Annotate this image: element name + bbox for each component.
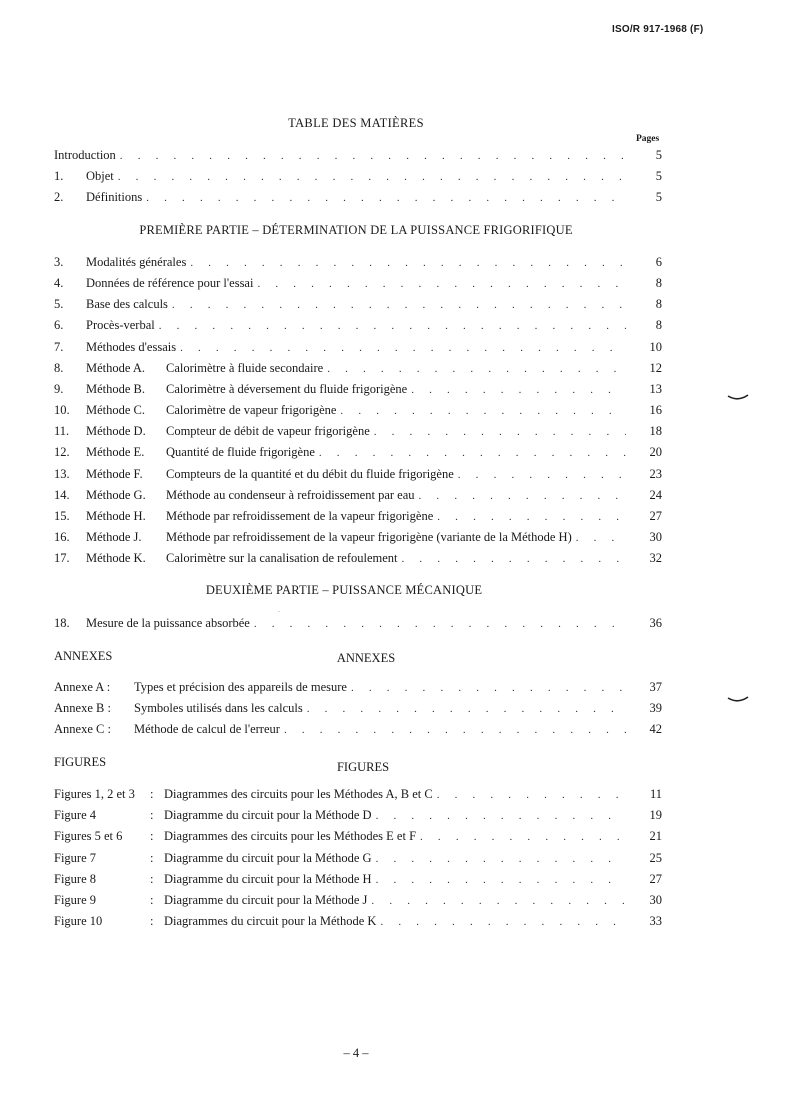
method-label: Méthode K. — [86, 551, 146, 565]
toc-label: Quantité de fluide frigorigène — [166, 445, 315, 459]
toc-label: Mesure de la puissance absorbée — [86, 616, 250, 630]
toc-page: 11 — [649, 787, 662, 801]
toc-page: 42 — [649, 722, 662, 736]
toc-number: 3. — [54, 255, 64, 269]
toc-number: 18. — [54, 616, 70, 630]
toc-entry — [54, 722, 662, 738]
figure-colon: : — [150, 872, 154, 886]
leader-dots — [351, 682, 626, 694]
method-label: Méthode H. — [86, 509, 146, 523]
toc-number: 6. — [54, 318, 64, 332]
leader-dots — [376, 853, 626, 865]
leader-dots — [180, 342, 626, 354]
toc-label: Calorimètre à déversement du fluide frigorigène — [166, 382, 408, 396]
toc-label: Objet — [86, 169, 114, 183]
toc-page: 6 — [655, 255, 662, 269]
leader-dots — [118, 171, 626, 183]
figure-colon: : — [150, 808, 154, 822]
toc-number: 4. — [54, 276, 64, 290]
toc-label: Calorimètre de vapeur frigorigène — [166, 403, 337, 417]
toc-entry — [54, 701, 662, 717]
toc-number: 15. — [54, 509, 70, 523]
toc-page: 33 — [649, 914, 662, 928]
leader-dots — [376, 874, 626, 886]
toc-entry — [54, 488, 662, 504]
leader-dots — [146, 192, 626, 204]
toc-entry — [54, 276, 662, 292]
toc-label: Diagrammes du circuit pour la Méthode K — [164, 914, 377, 928]
figures-heading-center: FIGURES — [336, 760, 390, 774]
method-label: Méthode D. — [86, 424, 146, 438]
toc-label: Méthode de calcul de l'erreur — [134, 722, 280, 736]
toc-label: Diagramme du circuit pour la Méthode H — [164, 872, 372, 886]
method-label: Méthode J. — [86, 530, 142, 544]
leader-dots — [340, 405, 626, 417]
toc-number: 12. — [54, 445, 70, 459]
margin-mark — [726, 390, 752, 404]
toc-number: 10. — [54, 403, 70, 417]
toc-entry — [54, 318, 662, 334]
toc-label: Méthode par refroidissement de la vapeur frigorigène (variante de la Méthode H) — [166, 530, 572, 544]
toc-entry — [54, 148, 662, 164]
toc-entry — [54, 361, 662, 377]
leader-dots — [419, 490, 626, 502]
toc-entry — [54, 829, 662, 845]
annexes-heading-center: ANNEXES — [336, 651, 396, 665]
leader-dots — [402, 553, 626, 565]
leader-dots — [307, 703, 626, 715]
toc-page: 8 — [655, 297, 662, 311]
toc-entry — [54, 787, 662, 803]
toc-number: 14. — [54, 488, 70, 502]
figure-ref: Figure 8 — [54, 872, 97, 886]
toc-entry — [54, 169, 662, 185]
leader-dots — [159, 320, 626, 332]
toc-page: 16 — [649, 403, 662, 417]
toc-label: Compteurs de la quantité et du débit du fluide frigorigène — [166, 467, 454, 481]
toc-number: 16. — [54, 530, 70, 544]
toc-page: 5 — [655, 169, 662, 183]
figure-colon: : — [150, 787, 154, 801]
figure-colon: : — [150, 914, 154, 928]
toc-page: 8 — [655, 276, 662, 290]
toc-page: 30 — [649, 530, 662, 544]
leader-dots — [319, 447, 626, 459]
annexes-heading-left: ANNEXES — [54, 649, 113, 663]
toc-page: 39 — [649, 701, 662, 715]
leader-dots — [437, 789, 626, 801]
toc-label: Diagramme du circuit pour la Méthode J — [164, 893, 368, 907]
leader-dots — [120, 150, 626, 162]
toc-page: 12 — [649, 361, 662, 375]
toc-number: 5. — [54, 297, 64, 311]
toc-page: 32 — [649, 551, 662, 565]
figure-ref: Figure 7 — [54, 851, 97, 865]
faint-mark: . — [278, 605, 280, 614]
toc-label: Compteur de débit de vapeur frigorigène — [166, 424, 370, 438]
figure-ref: Figures 1, 2 et 3 — [54, 787, 135, 801]
method-label: Méthode G. — [86, 488, 146, 502]
leader-dots — [420, 831, 626, 843]
method-label: Méthode E. — [86, 445, 145, 459]
pages-column-header: Pages — [636, 134, 660, 144]
toc-page: 23 — [649, 467, 662, 481]
toc-entry — [54, 297, 662, 313]
toc-number: 17. — [54, 551, 70, 565]
toc-entry — [54, 445, 662, 461]
leader-dots — [380, 916, 626, 928]
toc-label: Symboles utilisés dans les calculs — [134, 701, 303, 715]
toc-entry — [54, 424, 662, 440]
toc-number: 8. — [54, 361, 64, 375]
toc-label: Procès-verbal — [86, 318, 155, 332]
method-label: Méthode B. — [86, 382, 146, 396]
toc-label: Définitions — [86, 190, 143, 204]
toc-label: Modalités générales — [86, 255, 187, 269]
document-reference: ISO/R 917-1968 (F) — [612, 24, 704, 35]
leader-dots — [374, 426, 626, 438]
toc-entry — [54, 808, 662, 824]
toc-label: Types et précision des appareils de mesure — [134, 680, 347, 694]
margin-mark — [726, 692, 752, 706]
toc-entry — [54, 340, 662, 356]
toc-entry — [54, 530, 662, 546]
toc-label: Diagramme du circuit pour la Méthode G — [164, 851, 372, 865]
part1-heading: PREMIÈRE PARTIE – DÉTERMINATION DE LA PUISSANCE FRIGORIFIQUE — [139, 223, 573, 237]
toc-number: 2. — [54, 190, 64, 204]
leader-dots — [376, 810, 626, 822]
leader-dots — [254, 618, 626, 630]
page-number: – 4 – — [343, 1046, 369, 1060]
toc-page: 20 — [649, 445, 662, 459]
toc-entry — [54, 872, 662, 888]
leader-dots — [458, 469, 626, 481]
leader-dots — [371, 895, 626, 907]
toc-page: 36 — [649, 616, 662, 630]
toc-entry — [54, 382, 662, 398]
toc-page: 21 — [649, 829, 662, 843]
toc-entry — [54, 914, 662, 930]
leader-dots — [257, 278, 626, 290]
toc-number: 11. — [54, 424, 70, 438]
leader-dots — [190, 257, 626, 269]
leader-dots — [411, 384, 626, 396]
toc-label: Méthodes d'essais — [86, 340, 177, 354]
toc-label: Diagrammes des circuits pour les Méthodes A, B et C — [164, 787, 433, 801]
method-label: Méthode A. — [86, 361, 146, 375]
toc-page: 18 — [649, 424, 662, 438]
page-title: TABLE DES MATIÈRES — [288, 116, 424, 130]
toc-number: 7. — [54, 340, 64, 354]
leader-dots — [172, 299, 626, 311]
leader-dots — [284, 724, 626, 736]
figure-ref: Figure 4 — [54, 808, 97, 822]
toc-entry — [54, 190, 662, 206]
toc-entry — [54, 551, 662, 567]
figure-colon: : — [150, 829, 154, 843]
annex-ref: Annexe A : — [54, 680, 111, 694]
toc-entry — [54, 851, 662, 867]
toc-number: 1. — [54, 169, 64, 183]
toc-entry — [54, 403, 662, 419]
toc-page: 27 — [649, 872, 662, 886]
figure-ref: Figure 9 — [54, 893, 97, 907]
toc-entry — [54, 467, 662, 483]
toc-page: 25 — [649, 851, 662, 865]
toc-page: 27 — [649, 509, 662, 523]
toc-label: Diagrammes des circuits pour les Méthodes E et F — [164, 829, 417, 843]
toc-page: 37 — [649, 680, 662, 694]
toc-page: 5 — [655, 148, 662, 162]
leader-dots — [437, 511, 626, 523]
toc-entry — [54, 893, 662, 909]
toc-page: 30 — [649, 893, 662, 907]
method-label: Méthode F. — [86, 467, 143, 481]
toc-page: 13 — [649, 382, 662, 396]
leader-dots — [576, 532, 626, 544]
toc-page: 5 — [655, 190, 662, 204]
toc-entry — [54, 509, 662, 525]
toc-label: Base des calculs — [86, 297, 168, 311]
toc-number: 9. — [54, 382, 64, 396]
toc-page: 19 — [649, 808, 662, 822]
figure-ref: Figures 5 et 6 — [54, 829, 123, 843]
leader-dots — [327, 363, 626, 375]
toc-entry — [54, 616, 662, 632]
toc-label: Calorimètre sur la canalisation de refoulement — [166, 551, 398, 565]
toc-label: Diagramme du circuit pour la Méthode D — [164, 808, 372, 822]
toc-label: Méthode au condenseur à refroidissement par eau — [166, 488, 415, 502]
toc-entry — [54, 255, 662, 271]
method-label: Méthode C. — [86, 403, 146, 417]
annex-ref: Annexe C : — [54, 722, 111, 736]
figure-colon: : — [150, 893, 154, 907]
toc-page: 8 — [655, 318, 662, 332]
toc-page: 24 — [649, 488, 662, 502]
annex-ref: Annexe B : — [54, 701, 111, 715]
toc-label: Données de référence pour l'essai — [86, 276, 254, 290]
figure-ref: Figure 10 — [54, 914, 103, 928]
toc-number: 13. — [54, 467, 70, 481]
toc-label: Calorimètre à fluide secondaire — [166, 361, 324, 375]
toc-page: 10 — [649, 340, 662, 354]
figures-heading-left: FIGURES — [54, 755, 107, 769]
toc-label: Introduction — [54, 148, 116, 162]
toc-entry — [54, 680, 662, 696]
figure-colon: : — [150, 851, 154, 865]
part2-heading: DEUXIÈME PARTIE – PUISSANCE MÉCANIQUE — [205, 583, 483, 597]
toc-label: Méthode par refroidissement de la vapeur frigorigène — [166, 509, 434, 523]
